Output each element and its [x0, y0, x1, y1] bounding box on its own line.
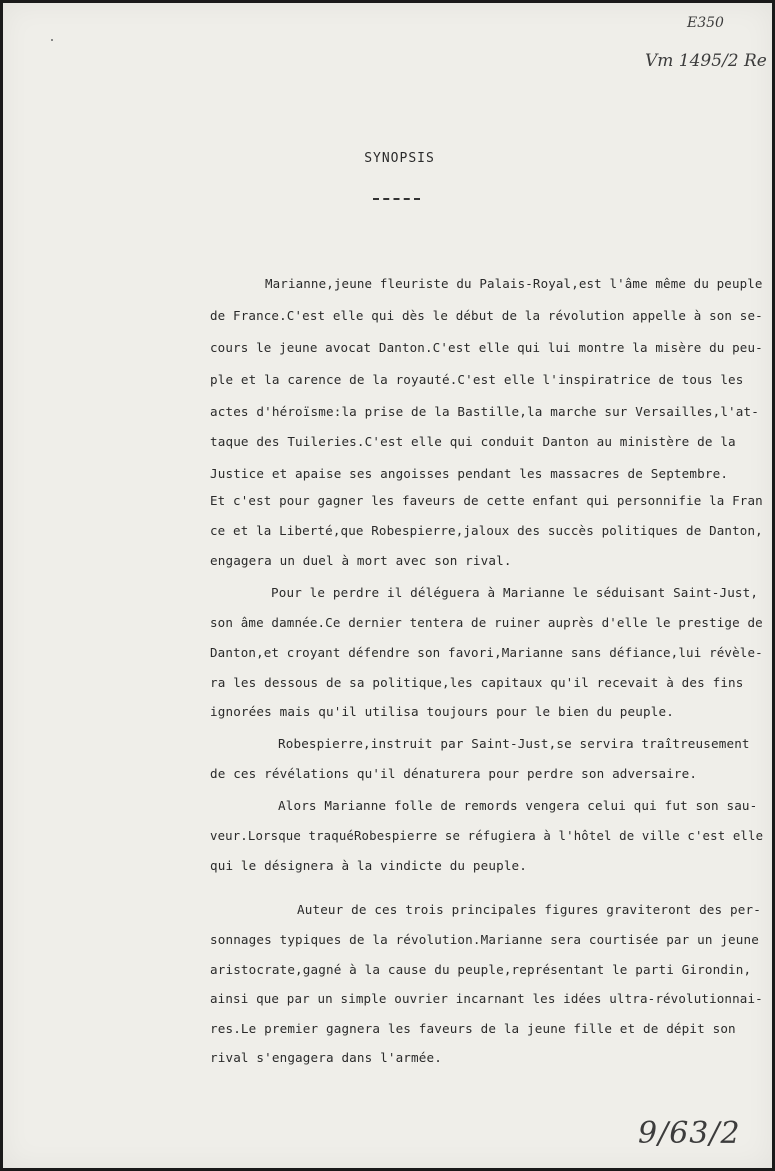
text-line: aristocrate,gagné à la cause du peuple,représentant le parti Girondin,	[210, 962, 752, 977]
text-line: Alors Marianne folle de remords vengera celui qui fut son sau-	[278, 798, 758, 813]
text-line: ple et la carence de la royauté.C'est elle l'inspiratrice de tous les	[210, 372, 744, 387]
text-line: Robespierre,instruit par Saint-Just,se servira traîtreusement	[278, 736, 750, 751]
paper-speck	[51, 39, 53, 41]
typed-page	[3, 3, 772, 1168]
archive-folio-number: 9/63/2	[638, 1116, 741, 1151]
archive-reference-top: E350	[687, 15, 724, 31]
text-line: veur.Lorsque traquéRobespierre se réfugiera à l'hôtel de ville c'est elle	[210, 828, 764, 843]
text-line: Marianne,jeune fleuriste du Palais-Royal,est l'âme même du peuple	[265, 276, 763, 291]
text-line: cours le jeune avocat Danton.C'est elle qui lui montre la misère du peu-	[210, 340, 763, 355]
text-line: res.Le premier gagnera les faveurs de la jeune fille et de dépit son	[210, 1021, 736, 1036]
text-line: de France.C'est elle qui dès le début de la révolution appelle à son se-	[210, 308, 763, 323]
title-underline	[373, 198, 420, 200]
text-line: ignorées mais qu'il utilisa toujours pour le bien du peuple.	[210, 704, 674, 719]
archive-reference-call-number: Vm 1495/2 Re	[645, 51, 767, 71]
text-line: sonnages typiques de la révolution.Marianne sera courtisée par un jeune	[210, 932, 759, 947]
text-line: Danton,et croyant défendre son favori,Marianne sans défiance,lui révèle-	[210, 645, 763, 660]
text-line: engagera un duel à mort avec son rival.	[210, 553, 512, 568]
text-line: rival s'engagera dans l'armée.	[210, 1050, 442, 1065]
text-line: ce et la Liberté,que Robespierre,jaloux des succès politiques de Danton,	[210, 523, 763, 538]
text-line: Et c'est pour gagner les faveurs de cette enfant qui personnifie la Fran	[210, 493, 763, 508]
text-line: qui le désignera à la vindicte du peuple.	[210, 858, 528, 873]
text-line: Auteur de ces trois principales figures graviteront des per-	[297, 902, 761, 917]
text-line: actes d'héroïsme:la prise de la Bastille,la marche sur Versailles,l'at-	[210, 404, 759, 419]
text-line: Justice et apaise ses angoisses pendant les massacres de Septembre.	[210, 466, 729, 481]
text-line: taque des Tuileries.C'est elle qui conduit Danton au ministère de la	[210, 434, 736, 449]
document-title: SYNOPSIS	[364, 151, 435, 166]
text-line: son âme damnée.Ce dernier tentera de ruiner auprès d'elle le prestige de	[210, 615, 763, 630]
text-line: Pour le perdre il déléguera à Marianne le séduisant Saint-Just,	[271, 585, 759, 600]
text-line: de ces révélations qu'il dénaturera pour perdre son adversaire.	[210, 766, 698, 781]
text-line: ainsi que par un simple ouvrier incarnant les idées ultra-révolutionnai-	[210, 991, 763, 1006]
text-line: ra les dessous de sa politique,les capitaux qu'il recevait à des fins	[210, 675, 744, 690]
